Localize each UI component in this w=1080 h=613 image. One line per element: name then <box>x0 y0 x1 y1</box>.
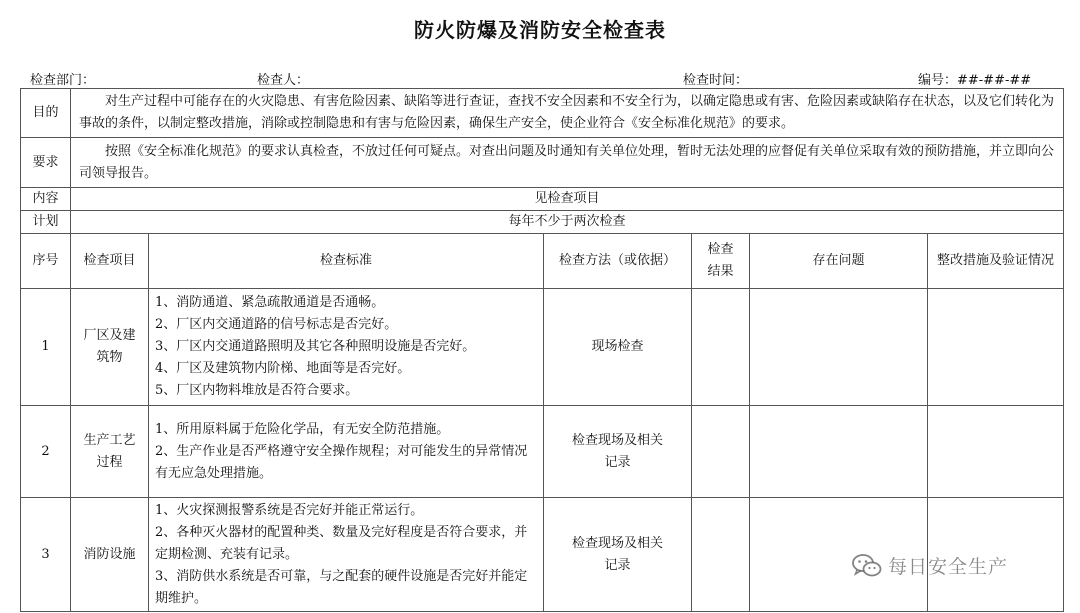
row-problem[interactable] <box>750 289 928 406</box>
requirement-row <box>21 138 1064 188</box>
header-row <box>21 234 1064 289</box>
row-result[interactable] <box>692 406 750 498</box>
standard-line: 2、厂区内交通道路的信号标志是否完好。 <box>155 317 398 332</box>
row-problem[interactable] <box>750 406 928 498</box>
header-rectify: 整改措施及验证情况 <box>928 234 1064 289</box>
standard-line: 3、消防供水系统是否可靠，与之配套的硬件设施是否完好并能定期维护。 <box>155 568 528 606</box>
row-rectify[interactable] <box>928 406 1064 498</box>
standard-line: 5、厂区内物料堆放是否符合要求。 <box>155 383 359 398</box>
row-standards <box>149 289 544 406</box>
requirement-text: 按照《安全标准化规范》的要求认真检查，不放过任何可疑点。对查出问题及时通知有关单位处理，暂时无法处理的应督促有关单位采取有效的预防措施，并立即向公司领导报告。 <box>79 143 1055 181</box>
watermark <box>852 552 1008 579</box>
watermark-text: 每日安全生产 <box>888 556 1009 578</box>
row-item: 消防设施 <box>71 498 149 612</box>
header-method: 检查方法（或依据） <box>544 234 692 289</box>
meta-inspection-time: 检查时间： <box>683 73 749 88</box>
standard-line: 1、火灾探测报警系统是否完好并能正常运行。 <box>155 502 424 518</box>
purpose-label: 目的 <box>21 89 71 138</box>
wechat-icon <box>852 553 882 579</box>
row-result[interactable] <box>692 289 750 406</box>
row-rectify[interactable] <box>928 289 1064 406</box>
standard-line: 1、消防通道、紧急疏散通道是否通畅。 <box>155 295 385 310</box>
row-method: 检查现场及相关记录 <box>544 498 692 612</box>
table-row <box>21 289 1064 406</box>
purpose-row <box>21 89 1064 138</box>
header-standard: 检查标准 <box>149 234 544 289</box>
header-result: 检查结果 <box>692 234 750 289</box>
header-no: 序号 <box>21 234 71 289</box>
purpose-text: 对生产过程中可能存在的火灾隐患、有害危险因素、缺陷等进行查证，查找不安全因素和不安全行为，以确定隐患或有害、危险因素或缺陷存在状态，以及它们转化为事故的条件，以制定整改措施，消除或控制隐患和有害与危险因素，确保生产安全，使企业符合《安全标准化规范》的要求。 <box>79 94 1055 131</box>
header-problem: 存在问题 <box>750 234 928 289</box>
plan-row <box>21 211 1064 234</box>
page-title: 防火防爆及消防安全检查表 <box>414 18 666 42</box>
header-item: 检查项目 <box>71 234 149 289</box>
content-label: 内容 <box>21 188 71 211</box>
row-number: 2 <box>21 406 71 498</box>
requirement-label: 要求 <box>21 138 71 188</box>
row-standards <box>149 498 544 612</box>
row-method: 检查现场及相关记录 <box>544 406 692 498</box>
standard-line: 1、所用原料属于危险化学品，有无安全防范措施。 <box>155 421 450 437</box>
meta-inspector: 检查人： <box>257 73 310 88</box>
row-number: 1 <box>21 289 71 406</box>
row-result[interactable] <box>692 498 750 612</box>
plan-value: 每年不少于两次检查 <box>71 211 1064 234</box>
requirement-cell <box>71 138 1064 188</box>
row-method: 现场检查 <box>544 289 692 406</box>
row-item: 厂区及建筑物 <box>71 289 149 406</box>
content-row <box>21 188 1064 211</box>
row-standards <box>149 406 544 498</box>
plan-label: 计划 <box>21 211 71 234</box>
standard-line: 2、各种灭火器材的配置种类、数量及完好程度是否符合要求，并定期检测、充装有记录。 <box>155 524 528 562</box>
row-item: 生产工艺过程 <box>71 406 149 498</box>
content-value: 见检查项目 <box>71 188 1064 211</box>
meta-serial-number: 编号：##-##-## <box>918 73 1032 88</box>
row-number: 3 <box>21 498 71 612</box>
table-row <box>21 406 1064 498</box>
purpose-cell <box>71 89 1064 138</box>
standard-line: 2、生产作业是否严格遵守安全操作规程；对可能发生的异常情况有无应急处理措施。 <box>155 443 528 481</box>
inspection-table <box>20 88 1064 612</box>
standard-line: 3、厂区内交通道路照明及其它各种照明设施是否完好。 <box>155 339 476 354</box>
standard-line: 4、厂区及建筑物内阶梯、地面等是否完好。 <box>155 361 411 376</box>
meta-department: 检查部门： <box>30 73 96 88</box>
